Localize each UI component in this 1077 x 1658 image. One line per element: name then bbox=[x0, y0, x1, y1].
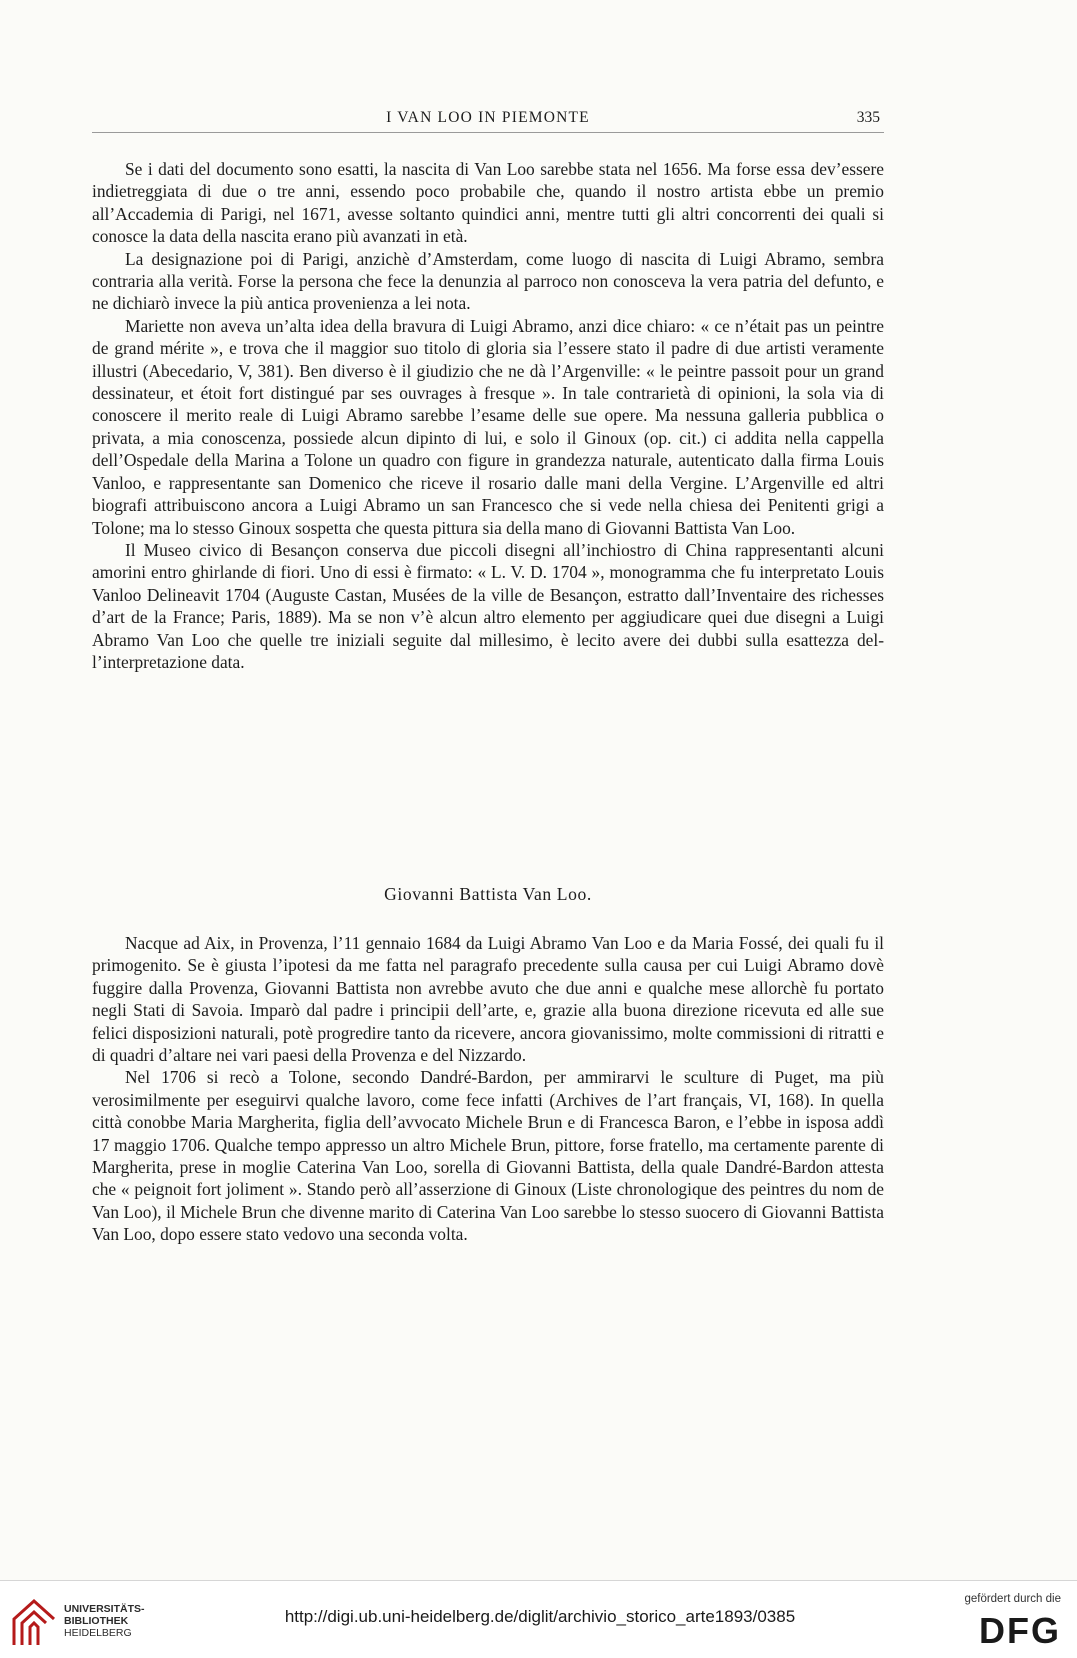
page-number: 335 bbox=[856, 109, 880, 126]
body-text-part-1 bbox=[92, 158, 884, 673]
running-header bbox=[92, 108, 884, 133]
paragraph-2: La designazione poi di Parigi, anzichè d’Amsterdam, come luogo di nascita di Luigi Abramo, sembra contraria alla verità. Forse la persona che fece la denunzia al parroco non conosceva la vera patria del defunto, e ne dichiarò invece la più antica provenienza a lei nota. bbox=[92, 248, 884, 314]
section-heading: Giovanni Battista Van Loo. bbox=[384, 884, 592, 904]
library-name-line-3: HEIDELBERG bbox=[64, 1627, 132, 1639]
library-name-line-2: BIBLIOTHEK bbox=[64, 1615, 129, 1627]
library-name-line-1: UNIVERSITÄTS- bbox=[64, 1603, 145, 1615]
ub-heidelberg-logo-icon bbox=[8, 1595, 60, 1649]
paragraph-1: Se i dati del documento sono esatti, la nascita di Van Loo sarebbe stata nel 1656. Ma forse essa dev’essere indietreggiata di due o tre anni, essendo poco probabile che, quando il nostro artista ebbe un premio all’Accademia di Parigi, nel 1671, avesse soltanto quindici anni, mentre tutti gli altri concorrenti dei quali si conosce la data della nascita erano più avanzati in età. bbox=[92, 159, 884, 247]
funding-note: gefördert durch die bbox=[964, 1593, 1061, 1605]
paragraph-4: Il Museo civico di Besançon conserva due piccoli disegni all’inchiostro di China rappresentanti alcuni amorini entro ghirlande di fiori. Uno di essi è firmato: « L. V. D. 1704 », monogramma che fu interpretato Louis Vanloo Delineavit 1704 (Auguste Castan, Musées de la ville de Besançon, estratto dall’Inventaire des richesses d’art de la France; Paris, 1889). Ma se non v’è alcun altro elemento per aggiudicare quei due disegni a Luigi Abramo Van Loo che quelle tre iniziali seguite dal millesimo, è lecito avere dei dubbi sulla esattezza dell’interpretazione data. bbox=[92, 539, 884, 672]
digitization-footer bbox=[0, 1580, 1077, 1658]
paragraph-6: Nel 1706 si recò a Tolone, secondo Dandré-Bardon, per ammirarvi le sculture di Puget, ma più verosimilmente per eseguirvi qualche lavoro, come fece infatti (Archives de l’art français, VI, 168). In quella città conobbe Maria Margherita, figlia dell’avvocato Michele Brun e di Francesca Baron, e l’ebbe in isposa addì 17 maggio 1706. Qualche tempo appresso un altro Michele Brun, pittore, forse fratello, ma certamente parente di Margherita, prese in moglie Caterina Van Loo, sorella di Giovanni Battista, della quale Dandré-Bardon attesta che « peignoit fort joliment ». Stando però all’asserzione di Ginoux (Liste chronologique des peintres du nom de Van Loo), il Michele Brun che divenne marito di Caterina Van Loo sarebbe lo stesso suocero di Giovanni Battista Van Loo, dopo essere stato vedovo una seconda volta. bbox=[92, 1067, 884, 1245]
dfg-logo: DFG bbox=[979, 1610, 1061, 1651]
running-title: I VAN LOO IN PIEMONTE bbox=[386, 109, 590, 126]
body-text-part-2 bbox=[92, 932, 884, 1246]
permalink-url[interactable]: http://digi.ub.uni-heidelberg.de/diglit/archivio_storico_arte1893/0385 bbox=[284, 1607, 796, 1626]
library-name bbox=[64, 1603, 145, 1639]
paragraph-3: Mariette non aveva un’alta idea della bravura di Luigi Abramo, anzi dice chiaro: « ce n’était pas un peintre de grand mérite », e trova che il maggior suo titolo di gloria sia l’essere stato il padre di due artisti veramente illustri (Abecedario, V, 381). Ben diverso è il giudizio che ne dà l’Argenville: « le peintre passoit pour un grand dessinateur, et étoit fort distingué par ses ouvrages à fresque ». In tale contrarietà di opinioni, la sola via di conoscere il merito reale di Luigi Abramo sarebbe l’esame delle sue opere. Ma nessuna galleria pubblica o privata, a mia conoscenza, possiede alcun dipinto di lui, e solo il Ginoux (op. cit.) ci addita nella cappella dell’Ospedale della Marina a Tolone un quadro con figure in grandezza naturale, autenticato dalla firma Louis Vanloo, e rappresentante san Domenico che riceve il rosario dalle mani della Vergine. L’Argenville ed altri biografi attribuiscono ancora a Luigi Abramo un san Francesco che si vede nella chiesa dei Penitenti grigi a Tolone; ma lo stesso Ginoux sospetta che questa pittura sia della mano di Giovanni Battista Van Loo. bbox=[92, 315, 884, 538]
paragraph-5: Nacque ad Aix, in Provenza, l’11 gennaio 1684 da Luigi Abramo Van Loo e da Maria Fossé, dei quali fu il primogenito. Se è giusta l’ipotesi da me fatta nel paragrafo precedente sulla causa per cui Luigi Abramo dovè fuggire dalla Provenza, Giovanni Battista non avrebbe avuto che due anni e qualche mese allorchè fu portato negli Stati di Savoia. Imparò dal padre i principii dell’arte, e, grazie alla buona direzione ricevuta ed alle sue felici disposizioni naturali, potè progredire tanto da ricevere, ancora giovanissimo, molte commissioni di ritratti e di quadri d’altare nei vari paesi della Provenza e del Nizzardo. bbox=[92, 933, 884, 1066]
